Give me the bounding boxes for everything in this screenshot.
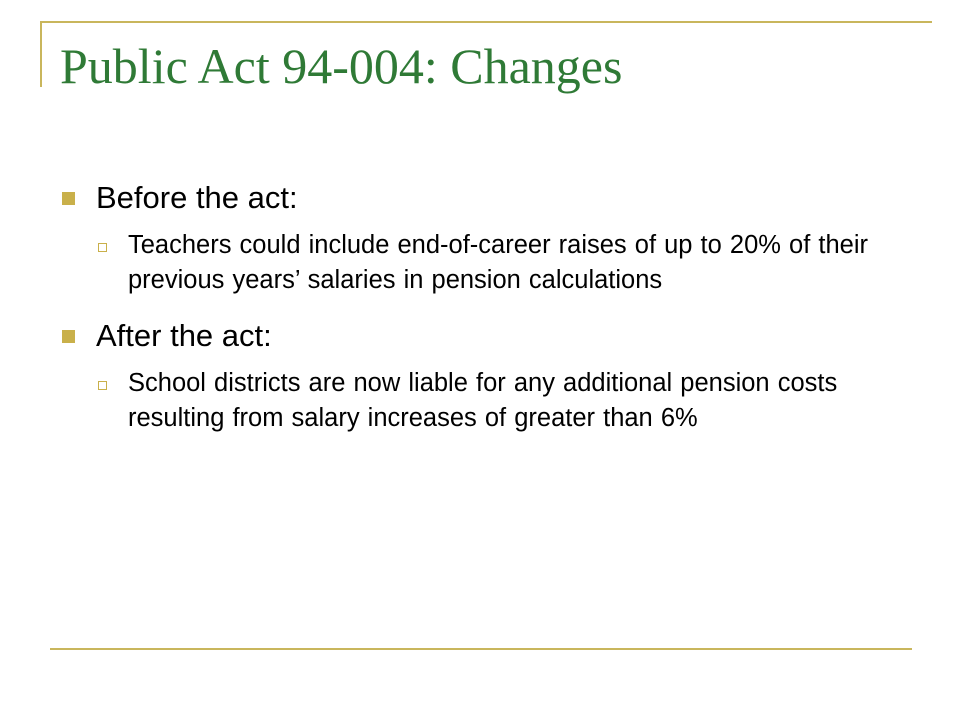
square-bullet-icon [62,330,75,343]
slide-content [60,172,900,448]
hollow-square-bullet-icon [98,243,107,252]
bullet-after-act [60,310,900,362]
bullet-heading: After the act: [96,318,272,353]
bullet-before-act [60,172,900,224]
top-rule [40,21,932,23]
bullet-heading: Before the act: [96,180,298,215]
square-bullet-icon [62,192,75,205]
sub-bullet-after-act [60,366,900,436]
bottom-rule [50,648,912,650]
hollow-square-bullet-icon [98,381,107,390]
slide-title: Public Act 94-004: Changes [60,38,623,94]
left-rule [40,21,42,87]
sub-bullet-before-act [60,228,900,298]
sub-bullet-text: Teachers could include end-of-career raises of up to 20% of their previous years’ salaries in pension calculations [128,231,868,294]
sub-bullet-text: School districts are now liable for any additional pension costs resulting from salary increases of greater than 6% [128,369,838,432]
